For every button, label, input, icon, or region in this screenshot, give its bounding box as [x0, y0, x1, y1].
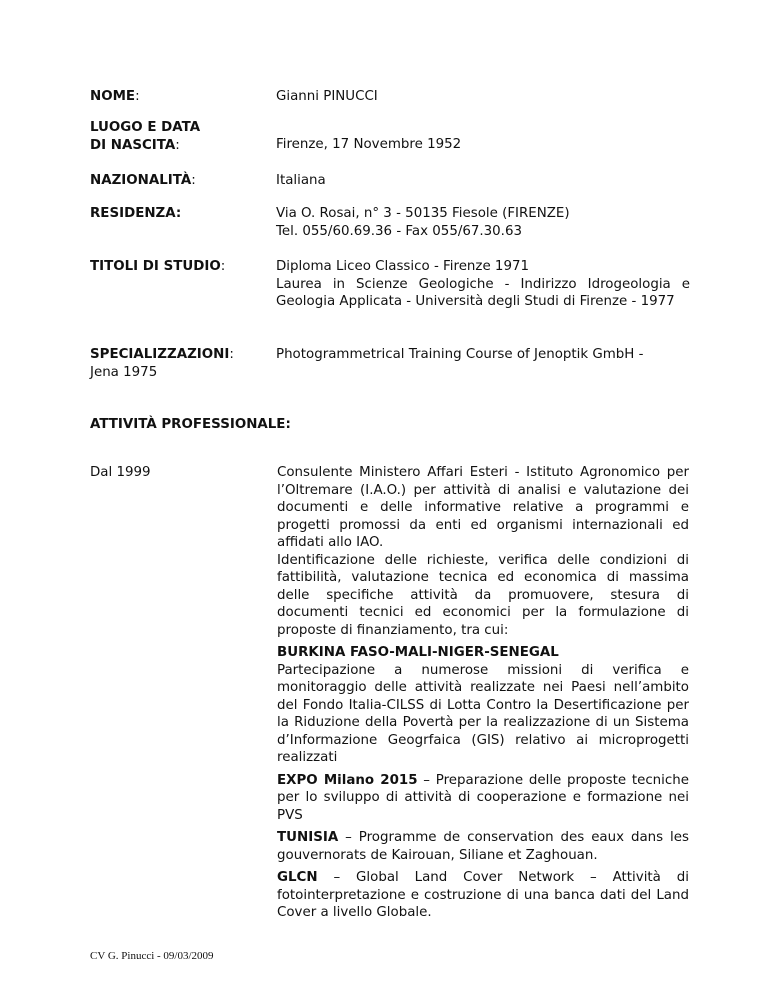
field-value [276, 258, 690, 311]
field-label: NOME: [90, 89, 140, 104]
activity-item: EXPO Milano 2015 – Preparazione delle proposte tecniche per lo sviluppo di attività di cooperazione e formazione nei PVS [277, 772, 689, 823]
activity-item: GLCN – Global Land Cover Network – Attività di fotointerpretazione e costruzione di una banca dati del Land Cover a livello Globale. [277, 870, 689, 920]
address-line: Via O. Rosai, n° 3 - 50135 Fiesole (FIRENZE) [276, 206, 570, 221]
field-value: Photogrammetrical Training Course of Jenoptik GmbH - [276, 347, 644, 362]
field-value: Italiana [276, 173, 326, 188]
field-label: TITOLI DI STUDIO: [90, 259, 226, 274]
activity-item-text: Programme de conservation des eaux dans les gouvernorats de Kairouan, Siliane et Zaghouan. [277, 830, 689, 863]
activity-item-text: Partecipazione a numerose missioni di verifica e monitoraggio delle attività realizzate nei Paesi nell’ambito del Fondo Italia-CILSS di Lotta Contro la Desertificazione per la Riduzione della Povertà per la realizzazione di un Sistema d’Informazione Geogrfaica (GIS) relativo ai microprogetti realizzati [277, 662, 689, 765]
period-label: Dal 1999 [90, 465, 151, 480]
field-label: SPECIALIZZAZIONI: Jena 1975 [90, 347, 234, 380]
activity-item [277, 644, 689, 767]
activity-item-title: BURKINA FASO-MALI-NIGER-SENEGAL [277, 645, 559, 660]
activity-item-text: Preparazione delle proposte tecniche per lo sviluppo di attività di cooperazione e formazione nei PVS [277, 772, 689, 823]
field-value: Firenze, 17 Novembre 1952 [276, 137, 462, 152]
page-footer: CV G. Pinucci - 09/03/2009 [90, 950, 214, 962]
field-label: RESIDENZA: [90, 206, 182, 221]
field-label: NAZIONALITÀ: [90, 173, 196, 188]
activity-description [277, 464, 689, 922]
field-label: LUOGO E DATA DI NASCITA: [90, 120, 201, 153]
field-value: Gianni PINUCCI [276, 89, 378, 104]
phone-line: Tel. 055/60.69.36 - Fax 055/67.30.63 [276, 223, 522, 239]
activity-intro: Consulente Ministero Affari Esteri - Istituto Agronomico per l’Oltremare (I.A.O.) per attività di analisi e valutazione dei documenti e delle informative relative a programmi e progetti promossi da enti ed organismi internazionali ed affidati allo IAO. [277, 465, 689, 550]
field-value [276, 205, 690, 240]
degree-line: Diploma Liceo Classico - Firenze 1971 [276, 259, 530, 274]
activity-item: TUNISIA – Programme de conservation des eaux dans les gouvernorats de Kairouan, Siliane et Zaghouan. [277, 830, 689, 863]
activity-item-title: GLCN [277, 870, 318, 885]
section-heading: ATTIVITÀ PROFESSIONALE: [90, 417, 291, 432]
degree-detail: Laurea in Scienze Geologiche - Indirizzo Idrogeologia e Geologia Applicata - Università degli Studi di Firenze - 1977 [276, 276, 690, 309]
activity-item-title: TUNISIA [277, 830, 339, 845]
activity-intro-2: Identificazione delle richieste, verifica delle condizioni di fattibilità, valutazione tecnica ed economica di massima delle specifiche attività da promuovere, stesura di documenti tecnici ed economici per la formulazione di proposte di finanziamento, tra cui: [277, 552, 689, 638]
activity-item-text: Global Land Cover Network – Attività di fotointerpretazione e costruzione di una banca dati del Land Cover a livello Globale. [277, 870, 689, 920]
activity-item-title: EXPO Milano 2015 [277, 772, 418, 788]
